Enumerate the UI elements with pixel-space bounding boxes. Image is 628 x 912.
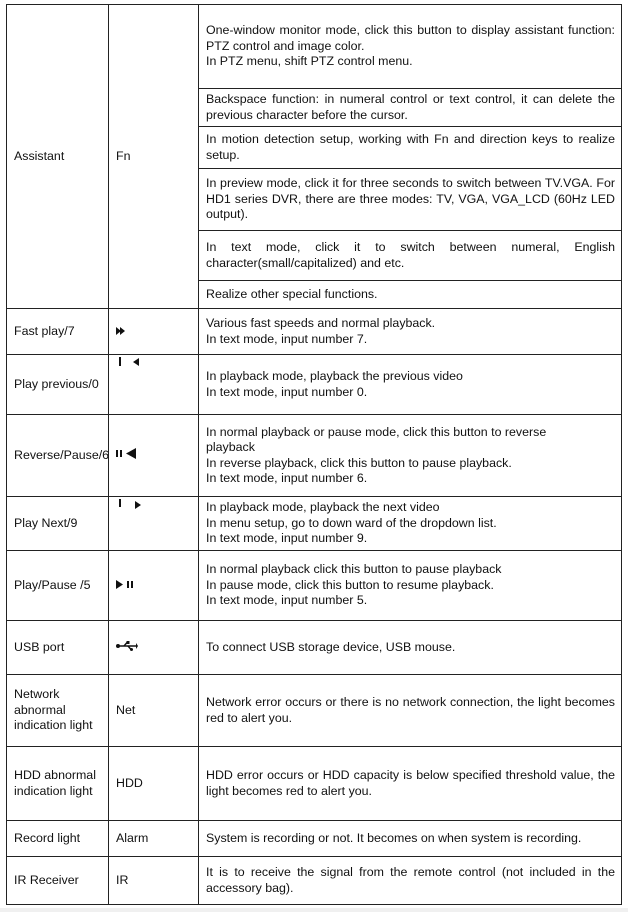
row-key <box>109 551 199 621</box>
row-name: Play Next/9 <box>7 497 109 551</box>
fast-forward-icon <box>116 327 126 335</box>
row-name: Reverse/Pause/6 <box>7 415 109 497</box>
row-desc <box>199 89 622 127</box>
row-desc <box>199 747 622 821</box>
table-row-play-next <box>7 497 622 551</box>
row-key <box>109 415 199 497</box>
desc-line: It is to receive the signal from the remote control (not included in the accessory bag). <box>206 865 615 895</box>
row-desc <box>199 621 622 675</box>
row-key: Fn <box>109 5 199 309</box>
desc-line: In PTZ menu, shift PTZ control menu. <box>206 54 413 69</box>
desc-line: Various fast speeds and normal playback. <box>206 316 436 330</box>
row-name: Play previous/0 <box>7 355 109 415</box>
row-key: IR <box>109 857 199 905</box>
table-row-assistant <box>7 5 622 89</box>
row-desc <box>199 281 622 309</box>
desc-line: In reverse playback, click this button to pause playback. <box>206 455 512 470</box>
desc-line: In text mode, input number 0. <box>206 384 368 399</box>
desc-line: To connect USB storage device, USB mouse. <box>206 639 456 654</box>
row-desc <box>199 127 622 169</box>
desc-line: Backspace function: in numeral control or text control, it can delete the previous character before the cursor. <box>206 92 615 122</box>
reverse-pause-icon <box>116 448 138 459</box>
row-desc <box>199 169 622 231</box>
play-next-icon <box>119 499 143 509</box>
table-row-usb-port <box>7 621 622 675</box>
play-previous-icon <box>119 357 141 367</box>
row-desc <box>199 497 622 551</box>
row-name: USB port <box>7 621 109 675</box>
desc-line: In text mode, input number 9. <box>206 531 368 546</box>
desc-line: In normal playback or pause mode, click this button to reverse <box>206 424 547 439</box>
play-pause-icon <box>116 580 136 589</box>
row-name: Fast play/7 <box>7 309 109 355</box>
row-key: Alarm <box>109 821 199 857</box>
table-row-play-pause <box>7 551 622 621</box>
table-row-fast-play <box>7 309 622 355</box>
row-desc <box>199 675 622 747</box>
desc-line: System is recording or not. It becomes on when system is recording. <box>206 830 582 845</box>
row-key: Net <box>109 675 199 747</box>
row-key <box>109 621 199 675</box>
desc-line: HDD error occurs or HDD capacity is below specified threshold value, the light becomes red to alert you. <box>206 768 615 798</box>
row-name: Network abnormal indication light <box>7 675 109 747</box>
table-row-ir-receiver <box>7 857 622 905</box>
desc-line: Network error occurs or there is no network connection, the light becomes red to alert you. <box>206 695 615 725</box>
desc-line: In preview mode, click it for three seconds to switch between TV.VGA. For HD1 series DVR, there are three modes: TV, VGA, VGA_LCD (60Hz LED output). <box>206 176 615 222</box>
table-row-play-previous <box>7 355 622 415</box>
desc-line: In motion detection setup, working with Fn and direction keys to realize setup. <box>206 132 615 162</box>
desc-line: In text mode, input number 7. <box>206 331 368 346</box>
table-row-network-light <box>7 675 622 747</box>
desc-line: One-window monitor mode, click this button to display assistant function: PTZ control and image color. <box>206 23 615 53</box>
row-desc <box>199 355 622 415</box>
desc-line: In text mode, input number 6. <box>206 471 368 485</box>
desc-line: In text mode, input number 5. <box>206 593 368 608</box>
row-desc <box>199 857 622 905</box>
row-key <box>109 355 199 415</box>
desc-line: In playback mode, playback the next video <box>206 500 440 515</box>
row-name: Record light <box>7 821 109 857</box>
desc-line: In pause mode, click this button to resume playback. <box>206 577 494 592</box>
desc-line: In text mode, click it to switch between numeral, English character(small/capitalized) and etc. <box>206 240 615 270</box>
row-name: Play/Pause /5 <box>7 551 109 621</box>
row-key <box>109 309 199 355</box>
row-name: Assistant <box>7 5 109 309</box>
table-row-reverse-pause <box>7 415 622 497</box>
desc-line: playback <box>206 440 255 454</box>
desc-line: In menu setup, go to down ward of the dropdown list. <box>206 515 497 530</box>
button-spec-table <box>6 4 622 905</box>
row-key: HDD <box>109 747 199 821</box>
row-name: IR Receiver <box>7 857 109 905</box>
table-row-hdd-light <box>7 747 622 821</box>
row-desc <box>199 821 622 857</box>
desc-line: In normal playback click this button to pause playback <box>206 562 502 577</box>
table-row-record-light <box>7 821 622 857</box>
desc-line: In playback mode, playback the previous video <box>206 369 463 383</box>
row-desc <box>199 551 622 621</box>
desc-line: Realize other special functions. <box>206 286 378 301</box>
row-desc <box>199 231 622 281</box>
row-desc <box>199 5 622 89</box>
row-name: HDD abnormal indication light <box>7 747 109 821</box>
page-bottom-strip <box>0 908 628 912</box>
row-desc <box>199 415 622 497</box>
row-desc <box>199 309 622 355</box>
usb-icon <box>116 641 138 651</box>
row-key <box>109 497 199 551</box>
